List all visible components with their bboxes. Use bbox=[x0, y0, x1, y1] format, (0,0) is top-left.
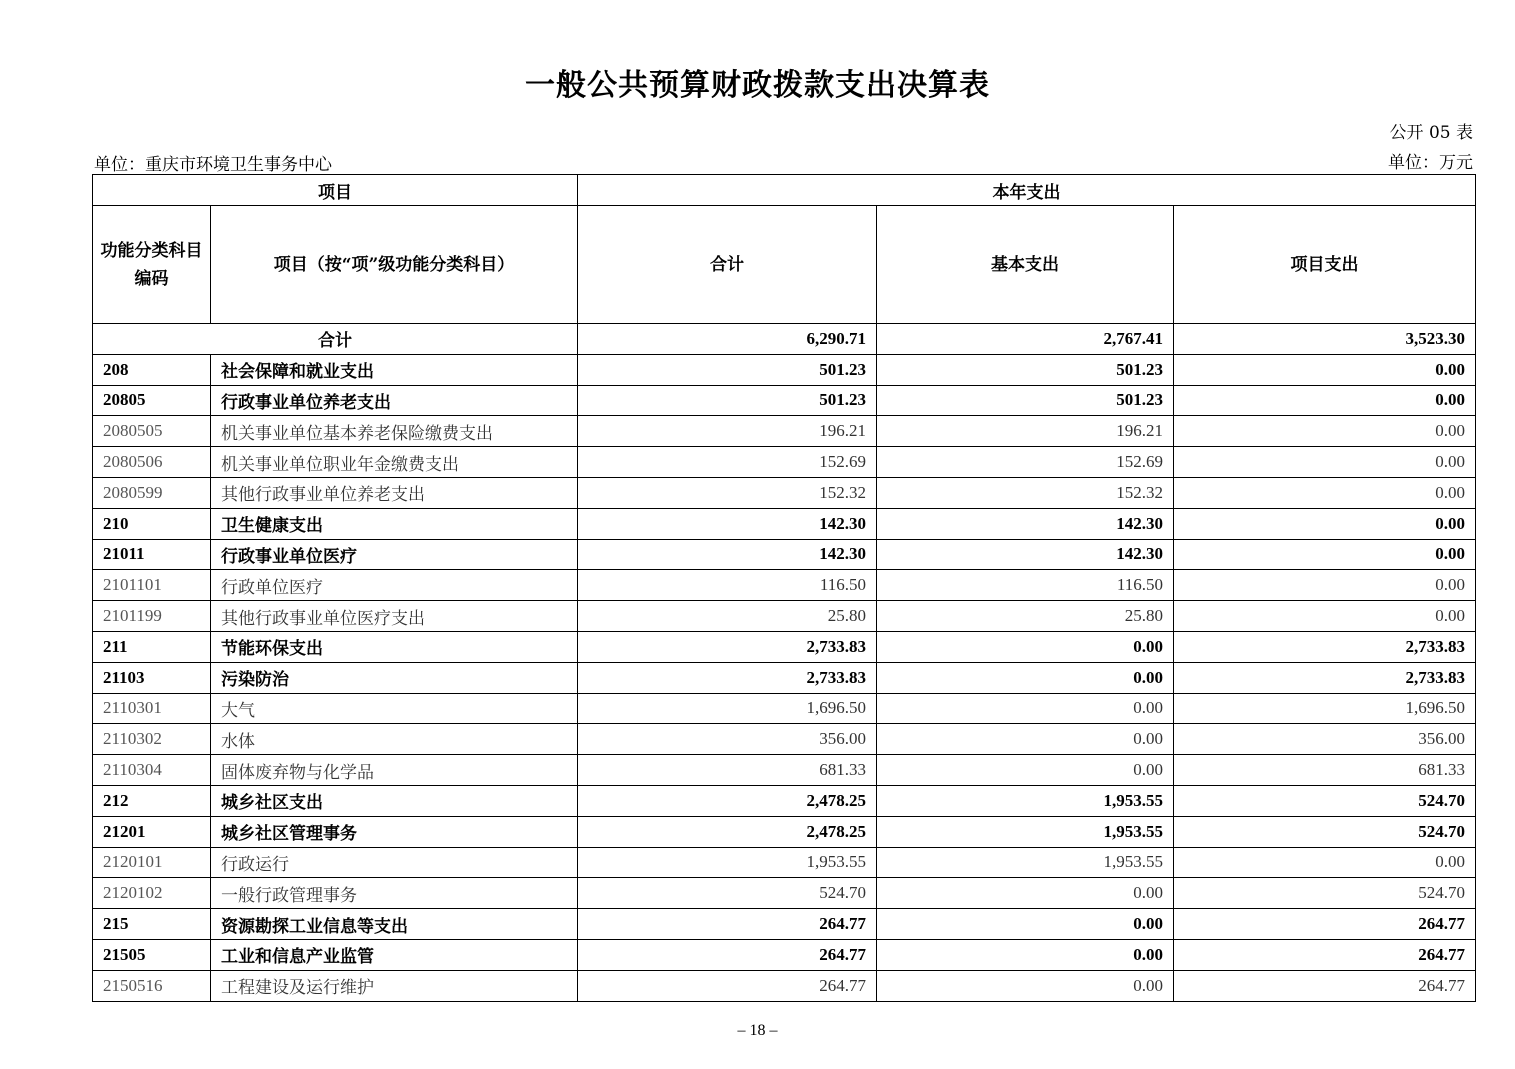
row-basic: 152.69 bbox=[877, 447, 1174, 478]
budget-table bbox=[92, 174, 1476, 1002]
row-total: 1,696.50 bbox=[578, 693, 877, 724]
row-project: 524.70 bbox=[1174, 785, 1476, 816]
row-total: 264.77 bbox=[578, 909, 877, 940]
row-basic: 0.00 bbox=[877, 755, 1174, 786]
row-total: 264.77 bbox=[578, 939, 877, 970]
table-row bbox=[93, 847, 1476, 878]
page-title: 一般公共预算财政拨款支出决算表 bbox=[525, 68, 990, 103]
row-basic: 0.00 bbox=[877, 939, 1174, 970]
row-code: 215 bbox=[93, 909, 211, 940]
table-row bbox=[93, 909, 1476, 940]
header-current-year: 本年支出 bbox=[578, 175, 1476, 206]
row-project: 0.00 bbox=[1174, 570, 1476, 601]
table-row bbox=[93, 785, 1476, 816]
table-row bbox=[93, 539, 1476, 570]
header-row-columns bbox=[93, 206, 1476, 324]
row-code: 212 bbox=[93, 785, 211, 816]
row-name: 行政运行 bbox=[211, 847, 578, 878]
row-basic: 0.00 bbox=[877, 909, 1174, 940]
organization-unit: 单位：重庆市环境卫生事务中心 bbox=[94, 155, 332, 175]
row-name: 行政单位医疗 bbox=[211, 570, 578, 601]
row-basic: 142.30 bbox=[877, 508, 1174, 539]
row-basic: 196.21 bbox=[877, 416, 1174, 447]
row-project: 264.77 bbox=[1174, 909, 1476, 940]
row-basic: 25.80 bbox=[877, 601, 1174, 632]
table-row bbox=[93, 662, 1476, 693]
row-total: 501.23 bbox=[578, 385, 877, 416]
row-total: 152.32 bbox=[578, 477, 877, 508]
row-code: 2080599 bbox=[93, 477, 211, 508]
row-project: 0.00 bbox=[1174, 508, 1476, 539]
header-total: 合计 bbox=[578, 206, 877, 324]
row-code: 2101199 bbox=[93, 601, 211, 632]
header-name: 项目（按“项”级功能分类科目） bbox=[211, 206, 578, 324]
row-basic: 501.23 bbox=[877, 385, 1174, 416]
row-basic: 501.23 bbox=[877, 354, 1174, 385]
row-basic: 0.00 bbox=[877, 878, 1174, 909]
table-row bbox=[93, 508, 1476, 539]
table-row bbox=[93, 755, 1476, 786]
row-code: 208 bbox=[93, 354, 211, 385]
row-project: 264.77 bbox=[1174, 970, 1476, 1001]
row-code: 2110301 bbox=[93, 693, 211, 724]
row-name: 社会保障和就业支出 bbox=[211, 354, 578, 385]
row-total: 142.30 bbox=[578, 508, 877, 539]
row-name: 行政事业单位养老支出 bbox=[211, 385, 578, 416]
header-project-expense: 项目支出 bbox=[1174, 206, 1476, 324]
row-code: 21505 bbox=[93, 939, 211, 970]
row-project: 264.77 bbox=[1174, 939, 1476, 970]
page-number: – 18 – bbox=[737, 1022, 778, 1039]
row-name: 资源勘探工业信息等支出 bbox=[211, 909, 578, 940]
row-name: 卫生健康支出 bbox=[211, 508, 578, 539]
row-name: 城乡社区支出 bbox=[211, 785, 578, 816]
row-basic: 1,953.55 bbox=[877, 816, 1174, 847]
row-basic: 142.30 bbox=[877, 539, 1174, 570]
total-label: 合计 bbox=[93, 324, 578, 355]
table-row bbox=[93, 724, 1476, 755]
row-name: 一般行政管理事务 bbox=[211, 878, 578, 909]
row-code: 210 bbox=[93, 508, 211, 539]
header-row-top bbox=[93, 175, 1476, 206]
row-code: 2120102 bbox=[93, 878, 211, 909]
row-total: 196.21 bbox=[578, 416, 877, 447]
table-row bbox=[93, 970, 1476, 1001]
row-total: 25.80 bbox=[578, 601, 877, 632]
table-row bbox=[93, 416, 1476, 447]
table-row bbox=[93, 693, 1476, 724]
row-code: 2120101 bbox=[93, 847, 211, 878]
table-row bbox=[93, 385, 1476, 416]
header-project: 项目 bbox=[93, 175, 578, 206]
table-row bbox=[93, 354, 1476, 385]
row-name: 水体 bbox=[211, 724, 578, 755]
row-name: 城乡社区管理事务 bbox=[211, 816, 578, 847]
row-total: 152.69 bbox=[578, 447, 877, 478]
table-row bbox=[93, 939, 1476, 970]
row-total: 356.00 bbox=[578, 724, 877, 755]
row-code: 21011 bbox=[93, 539, 211, 570]
row-total: 681.33 bbox=[578, 755, 877, 786]
row-project: 0.00 bbox=[1174, 416, 1476, 447]
row-name: 大气 bbox=[211, 693, 578, 724]
row-code: 2080506 bbox=[93, 447, 211, 478]
row-basic: 0.00 bbox=[877, 631, 1174, 662]
table-row bbox=[93, 631, 1476, 662]
row-total: 2,478.25 bbox=[578, 816, 877, 847]
row-project: 0.00 bbox=[1174, 477, 1476, 508]
row-project: 0.00 bbox=[1174, 539, 1476, 570]
row-name: 工程建设及运行维护 bbox=[211, 970, 578, 1001]
row-name: 污染防治 bbox=[211, 662, 578, 693]
table-row bbox=[93, 601, 1476, 632]
row-project: 356.00 bbox=[1174, 724, 1476, 755]
row-total: 524.70 bbox=[578, 878, 877, 909]
row-total: 2,733.83 bbox=[578, 631, 877, 662]
row-total: 116.50 bbox=[578, 570, 877, 601]
row-name: 工业和信息产业监管 bbox=[211, 939, 578, 970]
row-total: 264.77 bbox=[578, 970, 877, 1001]
row-code: 211 bbox=[93, 631, 211, 662]
row-project: 681.33 bbox=[1174, 755, 1476, 786]
row-basic: 0.00 bbox=[877, 724, 1174, 755]
currency-unit: 单位：万元 bbox=[1388, 153, 1473, 173]
row-name: 机关事业单位基本养老保险缴费支出 bbox=[211, 416, 578, 447]
row-name: 节能环保支出 bbox=[211, 631, 578, 662]
row-project: 524.70 bbox=[1174, 878, 1476, 909]
table-row bbox=[93, 816, 1476, 847]
row-basic: 1,953.55 bbox=[877, 847, 1174, 878]
row-code: 2080505 bbox=[93, 416, 211, 447]
row-name: 其他行政事业单位养老支出 bbox=[211, 477, 578, 508]
table-row bbox=[93, 878, 1476, 909]
row-code: 21201 bbox=[93, 816, 211, 847]
row-name: 机关事业单位职业年金缴费支出 bbox=[211, 447, 578, 478]
row-code: 20805 bbox=[93, 385, 211, 416]
row-project: 2,733.83 bbox=[1174, 662, 1476, 693]
row-project: 0.00 bbox=[1174, 847, 1476, 878]
table-row bbox=[93, 447, 1476, 478]
row-basic: 0.00 bbox=[877, 970, 1174, 1001]
row-project: 524.70 bbox=[1174, 816, 1476, 847]
row-code: 2150516 bbox=[93, 970, 211, 1001]
row-project: 1,696.50 bbox=[1174, 693, 1476, 724]
row-name: 其他行政事业单位医疗支出 bbox=[211, 601, 578, 632]
row-code: 2110302 bbox=[93, 724, 211, 755]
row-total: 501.23 bbox=[578, 354, 877, 385]
total-amount: 6,290.71 bbox=[578, 324, 877, 355]
total-row bbox=[93, 324, 1476, 355]
table-row bbox=[93, 477, 1476, 508]
row-code: 2101101 bbox=[93, 570, 211, 601]
table-row bbox=[93, 570, 1476, 601]
header-basic: 基本支出 bbox=[877, 206, 1174, 324]
row-name: 固体废弃物与化学品 bbox=[211, 755, 578, 786]
row-name: 行政事业单位医疗 bbox=[211, 539, 578, 570]
row-total: 2,478.25 bbox=[578, 785, 877, 816]
row-project: 0.00 bbox=[1174, 601, 1476, 632]
row-code: 21103 bbox=[93, 662, 211, 693]
row-project: 0.00 bbox=[1174, 385, 1476, 416]
row-basic: 116.50 bbox=[877, 570, 1174, 601]
row-project: 0.00 bbox=[1174, 447, 1476, 478]
row-basic: 152.32 bbox=[877, 477, 1174, 508]
row-code: 2110304 bbox=[93, 755, 211, 786]
total-basic: 2,767.41 bbox=[877, 324, 1174, 355]
row-project: 2,733.83 bbox=[1174, 631, 1476, 662]
row-basic: 0.00 bbox=[877, 662, 1174, 693]
row-total: 1,953.55 bbox=[578, 847, 877, 878]
row-project: 0.00 bbox=[1174, 354, 1476, 385]
row-total: 142.30 bbox=[578, 539, 877, 570]
row-basic: 1,953.55 bbox=[877, 785, 1174, 816]
form-number: 公开 05 表 bbox=[1389, 123, 1473, 143]
header-code: 功能分类科目编码 bbox=[93, 206, 211, 324]
total-project: 3,523.30 bbox=[1174, 324, 1476, 355]
row-basic: 0.00 bbox=[877, 693, 1174, 724]
row-total: 2,733.83 bbox=[578, 662, 877, 693]
